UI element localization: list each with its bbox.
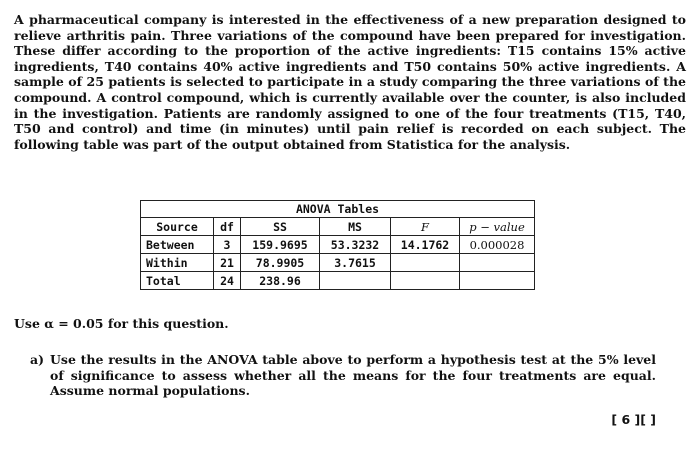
cell-ss: 78.9905: [241, 254, 320, 272]
question-a: [30, 352, 656, 399]
cell-f: [391, 272, 460, 290]
table-row: [141, 254, 535, 272]
cell-p-value: [460, 254, 535, 272]
cell-ss: 159.9695: [241, 236, 320, 254]
table-header-row: [141, 218, 535, 236]
table-row: [141, 272, 535, 290]
header-ss: SS: [241, 218, 320, 236]
anova-table-title: ANOVA Tables: [140, 200, 535, 217]
cell-df: 21: [214, 254, 241, 272]
cell-f: [391, 254, 460, 272]
anova-table: [140, 200, 535, 290]
cell-df: 3: [214, 236, 241, 254]
cell-ss: 238.96: [241, 272, 320, 290]
cell-source: Between: [141, 236, 214, 254]
cell-ms: [320, 272, 391, 290]
question-label: a): [30, 352, 45, 367]
header-p-value: p − value: [460, 218, 535, 236]
question-text: Use the results in the ANOVA table above to perform a hypothesis test at the 5% level of significance to assess whether all the means for the four treatments are equal. Assume normal populations.: [50, 352, 656, 399]
marks-indicator: [ 6 ][ ]: [611, 412, 656, 427]
cell-p-value: 0.000028: [460, 236, 535, 254]
header-source: Source: [141, 218, 214, 236]
cell-ms: 3.7615: [320, 254, 391, 272]
table-row: [141, 236, 535, 254]
cell-f: 14.1762: [391, 236, 460, 254]
problem-statement: A pharmaceutical company is interested in the effectiveness of a new preparation designed to relieve arthritis pain. Three variations of the compound have been prepared for investigation. These differ according to the proportion of the active ingredients: T15 contains 15% active ingredients, T40 contains 40% active ingredients and T50 contains 50% active ingredients. A sample of 25 patients is selected to participate in a study comparing the three variations of the compound. A control compound, which is currently available over the counter, is also included in the investigation. Patients are randomly assigned to one of the four treatments (T15, T40, T50 and control) and time (in minutes) until pain relief is recorded on each subject. The following table was part of the output obtained from Statistica for the analysis.: [14, 12, 686, 152]
cell-source: Total: [141, 272, 214, 290]
cell-df: 24: [214, 272, 241, 290]
header-f: F: [391, 218, 460, 236]
cell-source: Within: [141, 254, 214, 272]
header-ms: MS: [320, 218, 391, 236]
cell-p-value: [460, 272, 535, 290]
header-df: df: [214, 218, 241, 236]
significance-level-note: Use α = 0.05 for this question.: [14, 316, 229, 331]
cell-ms: 53.3232: [320, 236, 391, 254]
